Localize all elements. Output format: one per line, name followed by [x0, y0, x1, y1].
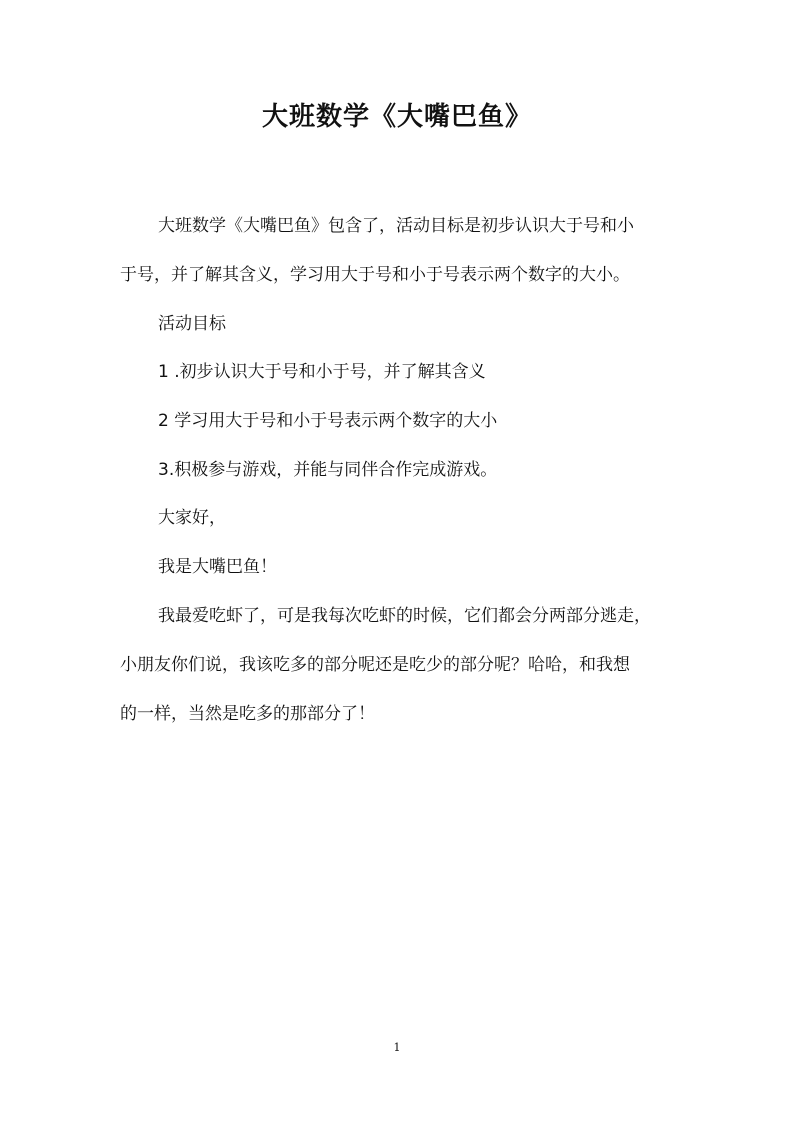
greeting-line: 大家好， [158, 508, 226, 528]
story-line-3: 的一样，当然是吃多的那部分了！ [120, 704, 375, 724]
section-heading: 活动目标 [158, 314, 226, 334]
page-number: 1 [393, 1041, 401, 1054]
story-line-2: 小朋友你们说，我该吃多的部分呢还是吃少的部分呢？哈哈，和我想 [120, 655, 630, 675]
paragraph-line-2: 于号，并了解其含义，学习用大于号和小于号表示两个数字的大小。 [120, 265, 630, 285]
intro-line: 我是大嘴巴鱼！ [158, 557, 277, 577]
document-title: 大班数学《大嘴巴鱼》 [261, 102, 532, 132]
objective-item-3: 3.积极参与游戏，并能与同伴合作完成游戏。 [158, 460, 498, 480]
objective-item-1: 1 .初步认识大于号和小于号，并了解其含义 [158, 362, 486, 382]
objective-item-2: 2 学习用大于号和小于号表示两个数字的大小 [158, 411, 498, 431]
paragraph-line-1: 大班数学《大嘴巴鱼》包含了，活动目标是初步认识大于号和小 [158, 216, 634, 236]
story-line-1: 我最爱吃虾了，可是我每次吃虾的时候，它们都会分两部分逃走， [158, 606, 651, 626]
